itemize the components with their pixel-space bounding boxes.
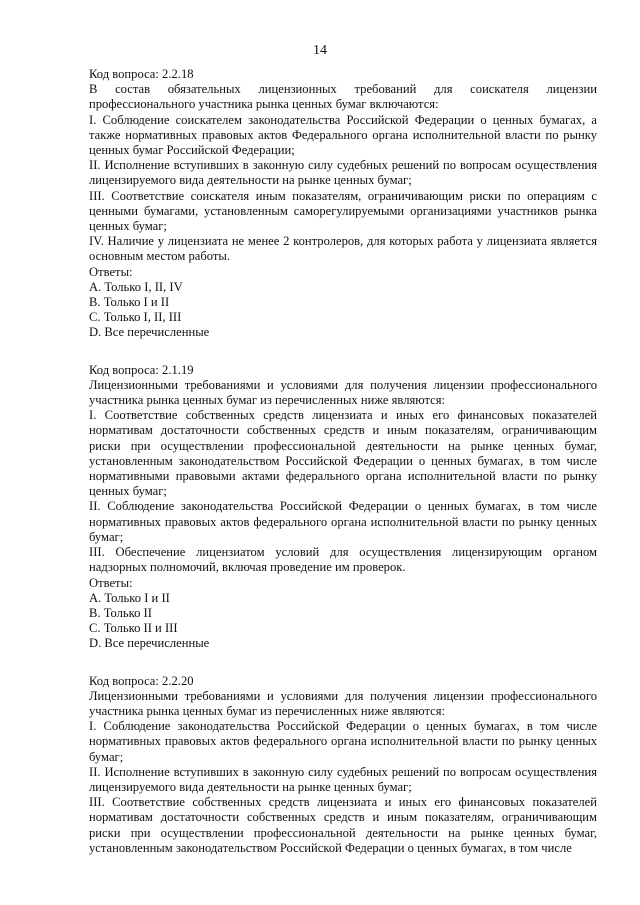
question-stem: В состав обязательных лицензионных требований для соискателя лицензии профессионального участника рынка ценных бумаг включаются: [89,82,597,112]
question-block [89,363,597,652]
statement: III. Соответствие собственных средств лицензиата и иных его финансовых показателей нормативам достаточности собственных средств и иным показателям, ограничивающим риски при осуществлении профессиональной деятельности на рынке ценных бумаг, установленным законодательством Российской Федерации о ценных бумагах, в том числе [89,795,597,855]
answer-option: C. Только II и III [89,621,178,636]
statement: III. Обеспечение лицензиатом условий для осуществления лицензирующим органом надзорных полномочий, включая проведение им проверок. [89,545,597,575]
answer-option: B. Только I и II [89,295,170,310]
statement: II. Соблюдение законодательства Российской Федерации о ценных бумагах, в том числе нормативных правовых актов федерального органа исполнительной власти по рынку ценных бумаг; [89,499,597,544]
question-block [89,674,597,856]
statement: I. Соблюдение соискателем законодательства Российской Федерации о ценных бумагах, а также нормативных правовых актов Федерального органа исполнительной власти по рынку ценных бумаг Российской Федерации; [89,112,597,158]
statement: III. Соответствие соискателя иным показателям, ограничивающим риски по операциям с ценными бумагами, установленным саморегулируемыми организациями участников рынка ценных бумаг; [89,188,597,234]
question-stem: Лицензионными требованиями и условиями для получения лицензии профессионального участника рынка ценных бумаг из перечисленных ниже являются: [89,377,597,408]
statement: II. Исполнение вступивших в законную силу судебных решений по вопросам осуществления лицензируемого вида деятельности на рынке ценных бумаг; [89,764,597,794]
page-content [89,67,597,878]
page-number: 14 [313,43,327,58]
answer-option: A. Только I и II [89,590,170,605]
statement: I. Соблюдение законодательства Российской Федерации о ценных бумагах, в том числе нормативных правовых актов федерального органа исполнительной власти по рынку ценных бумаг; [89,719,597,764]
statement: I. Соответствие собственных средств лицензиата и иных его финансовых показателей нормативам достаточности собственных средств и иным показателям, ограничивающим риски при осуществлении профессиональной деятельности на рынке ценных бумаг, установленным законодательством Российской Федерации о ценных бумагах, в том числе нормативными правовыми актами федерального органа исполнительной власти по рынку ценных бумаг; [89,408,597,499]
statement: IV. Наличие у лицензиата не менее 2 контролеров, для которых работа у лицензиата является основным местом работы. [89,234,597,264]
answers-label: Ответы: [89,575,133,590]
statement: II. Исполнение вступивших в законную силу судебных решений по вопросам осуществления лицензируемого вида деятельности на рынке ценных бумаг; [89,158,597,188]
answer-option: B. Только II [89,605,152,620]
question-stem: Лицензионными требованиями и условиями для получения лицензии профессионального участника рынка ценных бумаг из перечисленных ниже являются: [89,688,597,718]
answer-option: D. Все перечисленные [89,325,210,340]
question-code: Код вопроса: 2.2.20 [89,673,194,688]
answers-label: Ответы: [89,264,133,279]
answer-option: D. Все перечисленные [89,636,210,651]
question-code: Код вопроса: 2.1.19 [89,362,194,377]
question-block [89,67,597,341]
answer-option: C. Только I, II, III [89,310,182,325]
question-code: Код вопроса: 2.2.18 [89,67,194,81]
answer-option: A. Только I, II, IV [89,279,183,294]
